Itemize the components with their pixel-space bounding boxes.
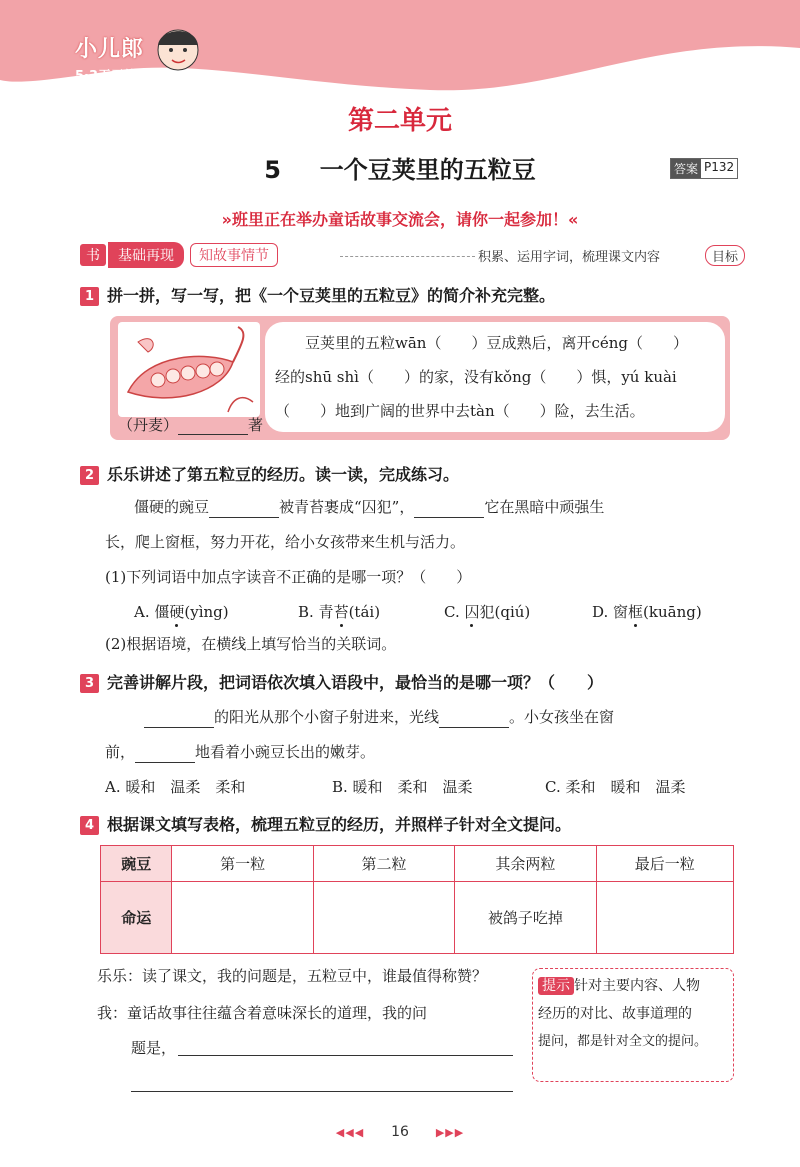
q4-header-second: 第二粒 (313, 846, 454, 882)
author-blank[interactable] (178, 416, 248, 435)
section-subtitle: 知故事情节 (190, 243, 278, 267)
q3-option-c[interactable]: C. 柔和 暖和 温柔 (545, 778, 686, 796)
peapod-illustration (118, 322, 260, 417)
hint-content (538, 972, 730, 1056)
q2-heading (80, 462, 459, 485)
q2-opt-d-dot: 框 (628, 603, 644, 621)
brand-logo (75, 32, 144, 84)
q2-opt-d-post: (kuāng) (643, 603, 702, 621)
q2-p1-a: 僵硬的豌豆 (134, 498, 210, 516)
q2-opt-d-pre: D. 窗 (592, 603, 629, 621)
q2-p1-b: 被青苔裹成“囚犯”， (279, 498, 415, 516)
q2-sub2: (2)根据语境，在横线上填写恰当的关联词。 (105, 635, 397, 653)
q2-sub1: (1)下列词语中加点字读音不正确的是哪一项？（ ） (105, 568, 472, 586)
q3-line2 (105, 742, 375, 763)
q2-opt-b-pre: B. 青 (298, 603, 334, 621)
q2-opt-c-dot: 囚 (464, 603, 480, 621)
hint-line1: 针对主要内容、人物 (574, 978, 700, 994)
q4-header-other-two: 其余两粒 (455, 846, 596, 882)
book-icon: 书 (80, 244, 106, 266)
q2-opt-b-post: (tái) (348, 603, 381, 621)
hint-label: 提示 (538, 977, 574, 995)
q2-p1-c: 它在黑暗中顽强生 (484, 498, 605, 516)
q4-header-pea: 豌豆 (101, 846, 172, 882)
q2-title: 乐乐讲述了第五粒豆的经历。读一读，完成练习。 (107, 465, 460, 484)
q3-l2-b: 地看着小豌豆长出的嫩芽。 (195, 743, 376, 761)
answer-label: 答案 (671, 159, 701, 178)
page-footer (0, 1124, 800, 1140)
prev-arrows-icon: ◀◀◀ (335, 1126, 365, 1139)
q2-opt-c-post: 犯(qiú) (479, 603, 531, 621)
hint-line3: 提问，都是针对全文的提问。 (538, 1034, 708, 1049)
answer-line-1[interactable] (178, 1055, 513, 1056)
q4-dialog2: 我：童话故事往往蕴含着意味深长的道理，我的问 (97, 1004, 428, 1022)
q2-blank2[interactable] (414, 497, 484, 518)
q1-text-box (265, 322, 725, 432)
q2-option-c[interactable] (444, 602, 530, 622)
q3-line1 (144, 707, 614, 728)
q2-opt-a-post: (yìng) (184, 603, 229, 621)
q2-opt-a-dot: 硬 (169, 603, 185, 621)
q1-title: 拼一拼，写一写，把《一个豆荚里的五粒豆》的简介补充完整。 (107, 286, 556, 305)
q3-option-b[interactable]: B. 暖和 柔和 温柔 (332, 778, 473, 796)
q4-cell-other-two[interactable]: 被鸽子吃掉 (455, 882, 596, 954)
q3-heading (80, 670, 603, 693)
goal-text: 积累、运用字词，梳理课文内容 (478, 250, 661, 265)
section-header (80, 243, 278, 267)
q4-dialog3: 题是， (131, 1039, 177, 1057)
q4-title: 根据课文填写表格，梳理五粒豆的经历，并照样子针对全文提问。 (107, 815, 572, 834)
brand-series: 5·3天天练 (75, 69, 138, 84)
q4-dialog1: 乐乐：读了课文，我的问题是，五粒豆中，谁最值得称赞？ (97, 967, 488, 985)
q1-line1: 豆荚里的五粒wān（ ）豆成熟后，离开céng（ ） (305, 334, 688, 352)
q2-opt-a-pre: A. 僵 (134, 603, 170, 621)
q2-opt-c-pre: C. (444, 603, 465, 621)
q3-option-a[interactable]: A. 暖和 温柔 柔和 (105, 778, 246, 796)
section-label: 基础再现 (108, 242, 184, 268)
hint-line2: 经历的对比、故事道理的 (538, 1006, 692, 1022)
q2-option-a[interactable] (134, 602, 229, 622)
q2-option-d[interactable] (592, 602, 702, 622)
answer-line-2[interactable] (131, 1091, 513, 1092)
q1-author (118, 414, 263, 435)
answer-page: P132 (704, 160, 735, 174)
page-number: 16 (391, 1124, 409, 1140)
q1-heading (80, 283, 555, 306)
q4-cell-first[interactable] (172, 882, 313, 954)
q4-table (100, 845, 734, 954)
q2-option-b[interactable] (298, 602, 380, 622)
q4-cell-last[interactable] (596, 882, 734, 954)
unit-title: 第二单元 (347, 106, 452, 136)
q4-heading (80, 812, 571, 835)
q3-l1-b: 。小女孩坐在窗 (509, 708, 615, 726)
q3-number: 3 (80, 674, 99, 693)
q2-opt-b-dot: 苔 (333, 603, 349, 621)
q1-line2: 经的shū shì（ ）的家，没有kǒng（ ）惧，yú kuài (275, 368, 677, 386)
q4-row-label: 命运 (101, 882, 172, 954)
q4-header-first: 第一粒 (172, 846, 313, 882)
q3-l1-a: 的阳光从那个小窗子射进来，光线 (214, 708, 440, 726)
q3-blank3[interactable] (135, 742, 195, 763)
activity-banner: »班里正在举办童话故事交流会，请你一起参加！« (221, 210, 579, 229)
next-arrows-icon: ▶▶▶ (435, 1126, 465, 1139)
q1-author-suffix: 著 (248, 416, 264, 434)
answer-ref[interactable] (670, 158, 738, 179)
q2-para-line2: 长，爬上窗框，努力开花，给小女孩带来生机与活力。 (105, 533, 466, 551)
q2-blank1[interactable] (209, 497, 279, 518)
q2-para-line1 (134, 497, 604, 518)
lesson-name: 一个豆荚里的五粒豆 (319, 156, 536, 184)
q4-number: 4 (80, 816, 99, 835)
q3-l2-a: 前， (105, 743, 136, 761)
q3-title: 完善讲解片段，把词语依次填入语段中，最恰当的是哪一项？（ ） (107, 673, 604, 692)
q1-line3: （ ）地到广阔的世界中去tàn（ ）险，去生活。 (275, 402, 645, 420)
lesson-number: 5 (264, 156, 281, 184)
goal-tag: 目标 (705, 245, 745, 266)
q1-author-prefix: （丹麦） (118, 416, 179, 434)
q3-blank1[interactable] (144, 707, 214, 728)
section-divider (340, 256, 475, 257)
brand-name: 小儿郎 (75, 37, 145, 62)
q3-blank2[interactable] (439, 707, 509, 728)
q4-cell-second[interactable] (313, 882, 454, 954)
q4-header-last: 最后一粒 (596, 846, 734, 882)
q2-number: 2 (80, 466, 99, 485)
q1-number: 1 (80, 287, 99, 306)
